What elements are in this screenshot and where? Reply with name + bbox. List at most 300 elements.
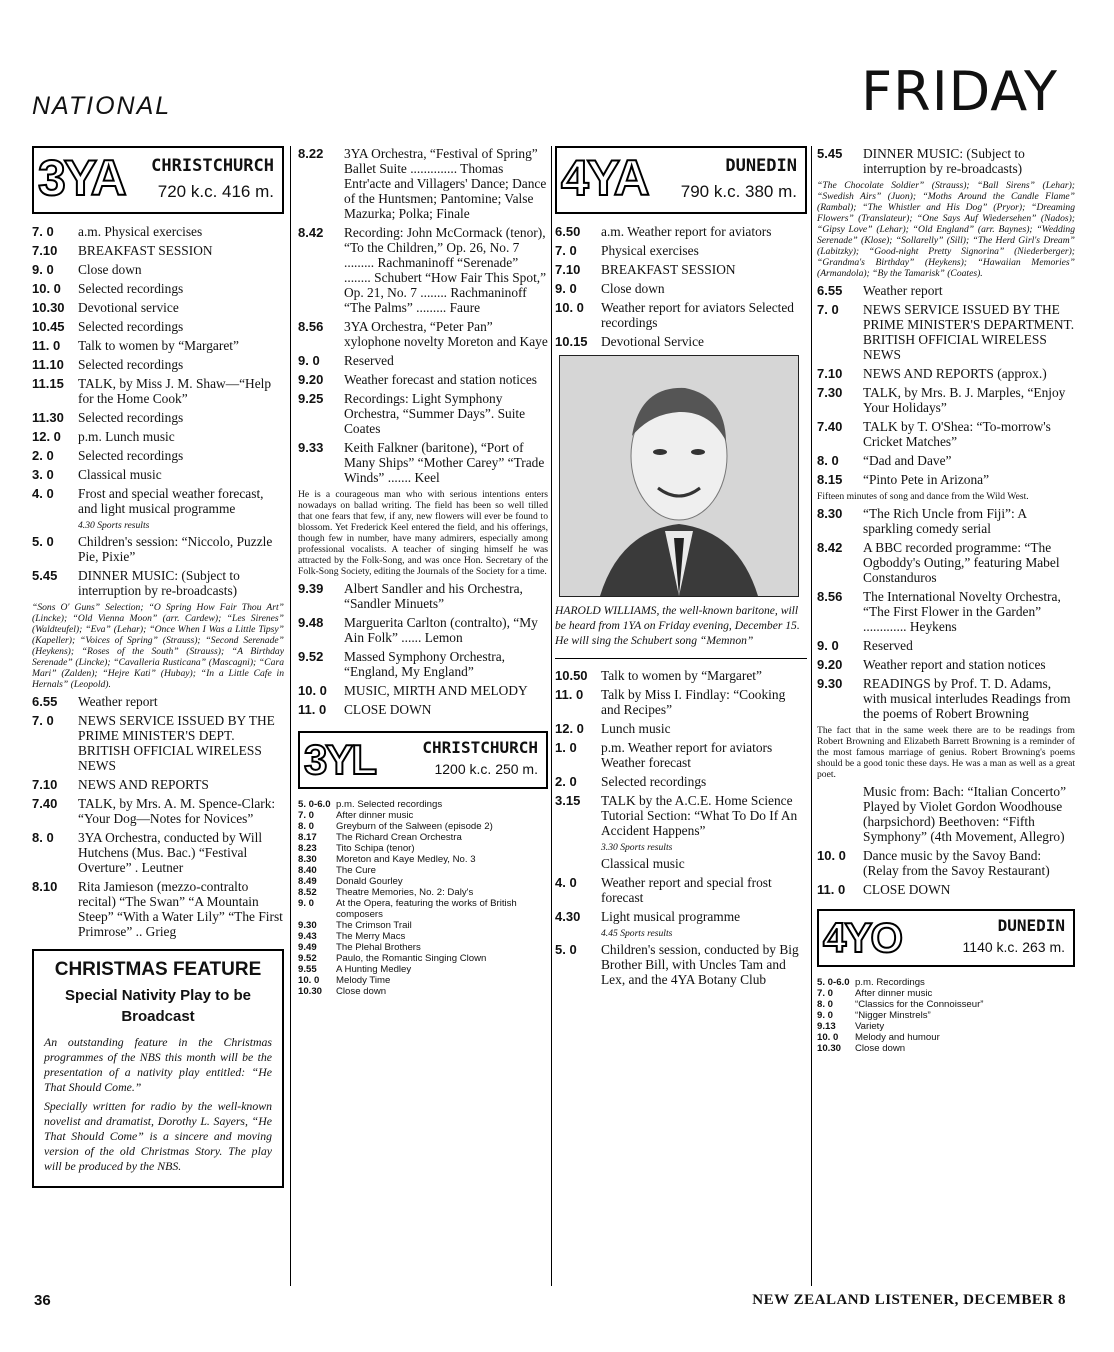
feature-subtitle: Special Nativity Play to be Broadcast (65, 987, 251, 1025)
schedule-entry (555, 262, 807, 277)
entry-time: 8. 0 (32, 830, 54, 845)
station-frequency: 790 k.c. 380 m. (680, 182, 797, 201)
schedule-entry (32, 713, 284, 773)
entry-time: 8. 0 (298, 821, 315, 832)
entry-time: 10.15 (555, 334, 588, 349)
schedule-entry (298, 391, 548, 436)
entry-time: 7. 0 (298, 810, 315, 821)
music-from: Music from: Bach: “Italian Concerto” Played by Violet Gordon Woodhouse (harpsichord) Beethoven: “Fifth Symphony” (4th Movement, Allegro) (863, 784, 1067, 844)
entry-time: 5. 0 (555, 942, 577, 957)
entry-description: Physical exercises (601, 243, 699, 258)
schedule-entry (298, 581, 548, 611)
schedule-entry (298, 953, 548, 964)
column-3ya (32, 146, 284, 1188)
schedule-entry (298, 319, 548, 349)
schedule-entry (32, 796, 284, 826)
entry-description: DINNER MUSIC: (Subject to interruption by re-broadcasts) (863, 146, 1025, 176)
entry-description: Devotional Service (601, 334, 704, 349)
entry-description: “Classics for the Connoisseur” (855, 999, 984, 1010)
entry-time: 9.52 (298, 953, 317, 964)
schedule-entry (298, 225, 548, 315)
entry-description: Albert Sandler and his Orchestra, “Sandler Minuets” (344, 581, 523, 611)
entry-description: NEWS AND REPORTS (78, 777, 209, 792)
page-number: 36 (34, 1292, 51, 1309)
entry-time: 9. 0 (298, 353, 320, 368)
schedule-entry (555, 668, 807, 683)
entry-time: 9.48 (298, 615, 324, 630)
schedule-entry (32, 243, 284, 258)
entry-description: TALK, by Mrs. A. M. Spence-Clark: “Your Dog—Notes for Novices” (78, 796, 276, 826)
entry-time: 10.30 (817, 1043, 842, 1054)
entry-time: 8.56 (817, 589, 843, 604)
entry-description: Light musical programme (601, 909, 741, 924)
entry-description: Paulo, the Romantic Singing Clown (336, 953, 487, 964)
schedule-entry (298, 986, 548, 997)
schedule-entry (298, 615, 548, 645)
schedule-entry (817, 366, 1075, 381)
entry-description: At the Opera, featuring the works of British composers (336, 898, 517, 920)
entry-time: 7.40 (32, 796, 58, 811)
entry-time: 9.52 (298, 649, 324, 664)
entry-description: Weather report (863, 283, 943, 298)
entry-time: 7.10 (32, 777, 58, 792)
photo-caption: HAROLD WILLIAMS, the well-known baritone, will be heard from 1YA on Friday evening, December 15. He will sing the Schubert song “Memnon” (555, 604, 800, 647)
station-banner-3yl (298, 731, 548, 789)
schedule-entry (32, 338, 284, 353)
station-city: CHRISTCHURCH (151, 156, 274, 176)
feature-title: CHRISTMAS FEATURE (54, 959, 262, 980)
schedule-entry (817, 1032, 1075, 1043)
sports-note: 4.45 Sports results (601, 928, 673, 939)
entry-description: Frost and special weather forecast, and light musical programme (78, 486, 264, 516)
entry-description: Massed Symphony Orchestra, “England, My England” (344, 649, 506, 679)
schedule-entry (32, 448, 284, 463)
entry-time: 7. 0 (32, 713, 54, 728)
entry-time: 12. 0 (555, 721, 584, 736)
schedule-entry (298, 942, 548, 953)
station-call: 3YA (38, 150, 125, 206)
entry-time: 6.55 (32, 694, 58, 709)
entry-time: 6.55 (817, 283, 843, 298)
schedule-entry (32, 300, 284, 315)
schedule-entry (817, 385, 1075, 415)
schedule-entry (817, 1043, 1075, 1054)
entry-description: Melody and humour (855, 1032, 940, 1043)
schedule-entry (817, 302, 1075, 362)
station-call: 4YO (823, 914, 902, 961)
entry-description: Reserved (344, 353, 394, 368)
entry-time: 7. 0 (817, 988, 834, 999)
entry-description: Recording: John McCormack (tenor), “To the Children,” Op. 26, No. 7 ......... Rachmaninoff “Serenade” ........ Schubert “How Fair This Spot,” Op. 21, No. 7 ........ Rachmaninoff “The Palms” ......... Faure (344, 225, 547, 315)
station-banner-3ya (32, 146, 284, 214)
entry-description: A BBC recorded programme: “The Ogboddy's Outing,” featuring Mabel Constanduros (863, 540, 1060, 585)
schedule-entry (32, 777, 284, 792)
schedule-entry (555, 909, 807, 924)
schedule-entry (817, 657, 1075, 672)
entry-time: 5.45 (817, 146, 843, 161)
entry-description: The International Novelty Orchestra, “The First Flower in the Garden” ............. Heykens (863, 589, 1061, 634)
entry-time: 3.15 (555, 793, 581, 808)
entry-description: The Cure (336, 865, 376, 876)
entry-description: Selected recordings (78, 319, 184, 334)
entry-time: 11.10 (32, 357, 64, 372)
entry-description: Lunch music (601, 721, 671, 736)
entry-description: The Plehal Brothers (336, 942, 421, 953)
schedule-entry (555, 740, 807, 770)
entry-description: Dance music by the Savoy Band: (Relay from the Savoy Restaurant) (863, 848, 1050, 878)
schedule-entry (817, 146, 1075, 176)
entry-description: Selected recordings (78, 410, 184, 425)
entry-description: Talk by Miss I. Findlay: “Cooking and Recipes” (601, 687, 786, 717)
entry-description: After dinner music (855, 988, 933, 999)
pinto-note: Fifteen minutes of song and dance from the Wild West. (817, 491, 1029, 502)
entry-time: 8.42 (817, 540, 843, 555)
entry-time: 11. 0 (817, 882, 846, 897)
station-city: DUNEDIN (725, 156, 797, 176)
entry-time: 9.20 (817, 657, 843, 672)
schedule-entry (32, 694, 284, 709)
schedule-entry (32, 486, 284, 516)
schedule-entry (298, 799, 548, 810)
entry-description: Moreton and Kaye Medley, No. 3 (336, 854, 476, 865)
entry-time: 9. 0 (32, 262, 54, 277)
entry-time: 4. 0 (32, 486, 54, 501)
entry-time: 8.23 (298, 843, 317, 854)
station-frequency: 1140 k.c. 263 m. (962, 939, 1065, 955)
schedule-entry (555, 793, 807, 838)
schedule-entry (298, 353, 548, 368)
entry-time: 7.10 (32, 243, 58, 258)
entry-time: 9.39 (298, 581, 324, 596)
entry-description: Donald Gourley (336, 876, 403, 887)
entry-description: Theatre Memories, No. 2: Daly's (336, 887, 474, 898)
schedule-entry (555, 774, 807, 789)
entry-description: Weather forecast and station notices (344, 372, 538, 387)
schedule-entry (298, 683, 548, 698)
entry-description: TALK by T. O'Shea: “To-morrow's Cricket Matches” (863, 419, 1051, 449)
entry-time: 2. 0 (555, 774, 577, 789)
entry-description: Tito Schipa (tenor) (336, 843, 415, 854)
dinner-music-list: “Sons O' Guns” Selection; “O Spring How Fair Thou Art” (Lincke); “Old Vienna Moon” (arr. Cardew); “Les Sirenes” (Waldteufel); “Eva” (Lehar); “Once When I Was a Little Tipsy” (Kapeller); “Voices of Spring” (Strauss); “Second Serenade” (Heykens); “Roses of the South” (Strauss); “A Birthday Serenade” (Lincke); “Cavalleria Rusticana” (Mascagni); “Cara Mari” (Zalden); “Hejre Kati” (Hubay); “In a Little Cafe in Hernals” (Leopold). (32, 602, 284, 690)
entry-description: p.m. Recordings (855, 977, 925, 988)
entry-time: 8.15 (817, 472, 843, 487)
entry-time: 6.50 (555, 224, 581, 239)
entry-time: 9.13 (817, 1021, 836, 1032)
schedule-entry (298, 964, 548, 975)
christmas-feature-box (32, 949, 284, 1188)
station-frequency: 720 k.c. 416 m. (157, 182, 274, 201)
entry-description: Weather report and station notices (863, 657, 1046, 672)
entry-time: 8.40 (298, 865, 317, 876)
entry-description: Variety (855, 1021, 885, 1032)
schedule-entry (32, 224, 284, 239)
entry-time: 10.45 (32, 319, 65, 334)
entry-description: The Crimson Trail (336, 920, 412, 931)
schedule-entry (817, 638, 1075, 653)
entry-time: 12. 0 (32, 429, 61, 444)
entry-time: 7. 0 (817, 302, 839, 317)
entry-description: Marguerita Carlton (contralto), “My Ain Folk” ...... Lemon (344, 615, 538, 645)
schedule-entry (32, 281, 284, 296)
entry-time: 11. 0 (298, 702, 327, 717)
schedule-entry (817, 419, 1075, 449)
column-rule (811, 146, 812, 1286)
schedule-entry (555, 687, 807, 717)
entry-time: 9.49 (298, 942, 317, 953)
publication-line: NEW ZEALAND LISTENER, DECEMBER 8 (752, 1292, 1066, 1308)
schedule-entry (817, 999, 1075, 1010)
schedule-entry (32, 376, 284, 406)
sports-note: 4.30 Sports results (78, 520, 150, 531)
entry-description: Reserved (863, 638, 913, 653)
schedule-entry (32, 357, 284, 372)
section-label: NATIONAL (32, 92, 172, 120)
entry-time: 9. 0 (817, 638, 839, 653)
entry-description: a.m. Physical exercises (78, 224, 203, 239)
entry-description: BREAKFAST SESSION (78, 243, 213, 258)
entry-description: Keith Falkner (baritone), “Port of Many Ships” “Mother Carey” “Trade Winds” ....... Keel (344, 440, 545, 485)
entry-description: NEWS AND REPORTS (approx.) (863, 366, 1047, 381)
schedule-entry (555, 281, 807, 296)
schedule-entry (298, 821, 548, 832)
entry-time: 4.30 (555, 909, 581, 924)
schedule-entry (32, 319, 284, 334)
schedule-entry (298, 898, 548, 920)
entry-description: Selected recordings (78, 448, 184, 463)
entry-time: 10. 0 (555, 300, 584, 315)
schedule-entry (817, 988, 1075, 999)
entry-description: 3YA Orchestra, “Peter Pan” xylophone novelty Moreton and Kaye (344, 319, 548, 349)
entry-description: “Dad and Dave” (863, 453, 952, 468)
schedule-entry (298, 887, 548, 898)
entry-time: 3. 0 (32, 467, 54, 482)
entry-time: 10.30 (298, 986, 323, 997)
entry-time: 10.50 (555, 668, 588, 683)
entry-description: Close down (855, 1043, 906, 1054)
column-rule (290, 146, 291, 1286)
schedule-entry (817, 540, 1075, 585)
entry-time: 8.56 (298, 319, 324, 334)
entry-time: 8.52 (298, 887, 317, 898)
entry-time: 10. 0 (817, 1032, 839, 1043)
entry-description: 3YA Orchestra, “Festival of Spring” Ballet Suite .............. Thomas Entr'acte and Villagers' Dance; Dance of the Huntsmen; Pantomine; Valse Mazurka; Polka; Finale (344, 146, 547, 221)
entry-time: 5. 0 (32, 534, 54, 549)
browning-note: The fact that in the same week there are to be readings from Robert Browning and Elizabeth Barrett Browning is a reminder of the most famous marriage of genius. Robert Browning's poems should be a good tonic these days. He was a man as well as a great poet. (817, 725, 1075, 780)
entry-time: 9.30 (817, 676, 843, 691)
entry-time: 4. 0 (555, 875, 577, 890)
entry-description: Selected recordings (78, 357, 184, 372)
entry-description: 3YA Orchestra, conducted by Will Hutchens (Mus. Bac.) “Festival Overture” . Leutner (78, 830, 263, 875)
entry-description: Rita Jamieson (mezzo-contralto recital) “The Swan” “A Mountain Steep” “With a Water Lily” “The First Primrose” .. Grieg (78, 879, 283, 939)
schedule-entry (32, 830, 284, 875)
schedule-entry (817, 848, 1075, 878)
schedule-entry (298, 372, 548, 387)
dinner-music-list: “The Chocolate Soldier” (Strauss); “Ball Sirens” (Lehar); “Swedish Airs” (Juon); “Moths Around the Candle Flame” (Rambal); “The Whistler and His Dog” (Pryor); “Dreaming Flowers” (Translateur); “One Says Auf Wiedersehen” (Nados); “Gipsy Love” (Lehar); “Old England” (arr. Baynes); “Wedding Serenade” (Klose); “Sollarelly” (Sill); “The Herd Girl's Dream” (Labitzky); “Good-night Pretty Signorina” (Niederberger); “Grandma's Birthday” (Heykens); “Hawaiian Memories” (Armandola); “By the Tamarisk” (Coates). (817, 180, 1075, 279)
entry-description: BREAKFAST SESSION (601, 262, 736, 277)
entry-description: Melody Time (336, 975, 391, 986)
day-title: FRIDAY (861, 60, 1058, 123)
schedule-entry (555, 875, 807, 905)
entry-description: TALK, by Mrs. B. J. Marples, “Enjoy Your Holidays” (863, 385, 1066, 415)
entry-time: 7.10 (817, 366, 843, 381)
schedule-entry (817, 453, 1075, 468)
station-city: CHRISTCHURCH (422, 738, 538, 757)
entry-description: Talk to women by “Margaret” (78, 338, 239, 353)
entry-time: 9.30 (298, 920, 317, 931)
entry-time: 11. 0 (32, 338, 61, 353)
entry-time: 8.30 (817, 506, 843, 521)
schedule-entry (32, 410, 284, 425)
schedule-entry (817, 977, 1075, 988)
entry-time: 9. 0 (298, 898, 315, 909)
entry-description: “Nigger Minstrels” (855, 1010, 931, 1021)
entry-description: READINGS by Prof. T. D. Adams, with musical interludes Readings from the poems of Robert Browning (863, 676, 1071, 721)
entry-time: 10. 0 (298, 975, 320, 986)
entry-time: 9.33 (298, 440, 324, 455)
schedule-entry: Classical music (601, 856, 685, 871)
entry-description: Close down (78, 262, 142, 277)
entry-time: 11. 0 (555, 687, 584, 702)
entry-time: 5. 0-6.0 (817, 977, 850, 988)
entry-description: The Merry Macs (336, 931, 406, 942)
entry-description: A Hunting Medley (336, 964, 412, 975)
entry-description: Weather report and special frost forecast (601, 875, 772, 905)
column-3ya-cont (298, 146, 548, 997)
schedule-entry (298, 843, 548, 854)
entry-time: 9.55 (298, 964, 317, 975)
station-banner-4yo (817, 909, 1075, 967)
entry-time: 11.30 (32, 410, 64, 425)
station-call: 3YL (304, 736, 376, 783)
schedule-entry (817, 676, 1075, 721)
entry-description: MUSIC, MIRTH AND MELODY (344, 683, 528, 698)
station-banner-4ya (555, 146, 807, 214)
schedule-entry (555, 224, 807, 239)
harold-williams-photo (559, 355, 799, 597)
entry-description: Weather report for aviators Selected recordings (601, 300, 794, 330)
schedule-entry (555, 942, 807, 987)
entry-description: p.m. Lunch music (78, 429, 175, 444)
entry-description: DINNER MUSIC: (Subject to interruption by re-broadcasts) (78, 568, 240, 598)
entry-description: Children's session, conducted by Big Brother Bill, with Uncles Tam and Lex, and the 4YA Botany Club (601, 942, 799, 987)
entry-description: TALK, by Miss J. M. Shaw—“Help for the Home Cook” (78, 376, 272, 406)
entry-time: 9. 0 (817, 1010, 834, 1021)
sports-note: 3.30 Sports results (601, 842, 673, 853)
schedule-entry (817, 882, 1075, 897)
entry-description: The Richard Crean Orchestra (336, 832, 462, 843)
entry-time: 5. 0-6.0 (298, 799, 331, 810)
schedule-entry (298, 832, 548, 843)
entry-time: 8.49 (298, 876, 317, 887)
entry-description: Greyburn of the Salween (episode 2) (336, 821, 493, 832)
entry-time: 8.42 (298, 225, 324, 240)
entry-time: 10.30 (32, 300, 65, 315)
schedule-entry (817, 589, 1075, 634)
entry-description: Children's session: “Niccolo, Puzzle Pie, Pixie” (78, 534, 273, 564)
entry-description: Classical music (78, 467, 162, 482)
keel-note: He is a courageous man who with serious intentions enters nowadays on ballad writing. The field has been so well tilled that one fears that few, if any, new flowers will ever be found to blossom. Yet Frederick Keel entered the field, and his offerings, though few in number, have many admirers, especially among professional vocalists. A teacher of singing himself he was attracted by the Folk-Song, and was once Hon. Secretary of the Folk-Song Society, editing the Journals of the Society for a time. (298, 489, 548, 577)
entry-time: 8.22 (298, 146, 324, 161)
column-4ya-cont (817, 146, 1075, 1054)
entry-time: 8. 0 (817, 999, 834, 1010)
schedule-entry (298, 865, 548, 876)
schedule-entry (298, 876, 548, 887)
entry-description: CLOSE DOWN (863, 882, 951, 897)
entry-description: After dinner music (336, 810, 414, 821)
entry-description: “The Rich Uncle from Fiji”: A sparkling comedy serial (863, 506, 1027, 536)
entry-description: Talk to women by “Margaret” (601, 668, 762, 683)
divider (555, 658, 807, 659)
schedule-entry (32, 568, 284, 598)
entry-time: 8.17 (298, 832, 317, 843)
schedule-entry (817, 1010, 1075, 1021)
entry-time: 7.30 (817, 385, 843, 400)
schedule-entry (298, 975, 548, 986)
entry-description: NEWS SERVICE ISSUED BY THE PRIME MINISTER'S DEPT. BRITISH OFFICIAL WIRELESS NEWS (78, 713, 275, 773)
station-frequency: 1200 k.c. 250 m. (434, 761, 538, 777)
entry-time: 5.45 (32, 568, 58, 583)
entry-time: 9.25 (298, 391, 324, 406)
entry-time: 10. 0 (817, 848, 846, 863)
schedule-entry (555, 721, 807, 736)
entry-time: 2. 0 (32, 448, 54, 463)
entry-description: Selected recordings (78, 281, 184, 296)
entry-time: 8. 0 (817, 453, 839, 468)
entry-time: 8.30 (298, 854, 317, 865)
entry-time: 7. 0 (555, 243, 577, 258)
schedule-entry (298, 146, 548, 221)
entry-time: 9. 0 (555, 281, 577, 296)
schedule-entry (817, 1021, 1075, 1032)
entry-description: a.m. Weather report for aviators (601, 224, 772, 239)
schedule-entry (32, 429, 284, 444)
entry-description: p.m. Weather report for aviators Weather forecast (601, 740, 773, 770)
column-rule (551, 146, 552, 1286)
feature-paragraph: Specially written for radio by the well-known novelist and dramatist, Dorothy L. Sayers, “He That Should Come” is a sincere and moving version of the old Christmas Story. The play will be produced by the NBS. (44, 1099, 272, 1173)
station-call: 4YA (561, 150, 648, 206)
schedule-entry (555, 243, 807, 258)
entry-description: Devotional service (78, 300, 179, 315)
entry-time: 1. 0 (555, 740, 577, 755)
entry-time: 7. 0 (32, 224, 54, 239)
entry-description: Recordings: Light Symphony Orchestra, “Summer Days”. Suite Coates (344, 391, 526, 436)
column-4ya (555, 146, 807, 991)
schedule-entry (298, 920, 548, 931)
schedule-entry (298, 440, 548, 485)
schedule-entry (298, 702, 548, 717)
portrait-illustration (560, 356, 798, 596)
schedule-entry (298, 854, 548, 865)
schedule-entry (817, 506, 1075, 536)
entry-time: 8.10 (32, 879, 58, 894)
schedule-entry (32, 534, 284, 564)
schedule-entry (555, 300, 807, 330)
entry-description: NEWS SERVICE ISSUED BY THE PRIME MINISTER'S DEPARTMENT. BRITISH OFFICIAL WIRELESS NEWS (863, 302, 1075, 362)
entry-description: Selected recordings (601, 774, 707, 789)
schedule-entry (298, 649, 548, 679)
schedule-entry (298, 810, 548, 821)
schedule-entry (298, 931, 548, 942)
station-city: DUNEDIN (997, 916, 1065, 935)
entry-time: 11.15 (32, 376, 64, 391)
entry-description: “Pinto Pete in Arizona” (863, 472, 990, 487)
schedule-entry (555, 334, 807, 349)
entry-time: 9.43 (298, 931, 317, 942)
feature-paragraph: An outstanding feature in the Christmas programmes of the NBS this month will be the presentation of a nativity play entitled: “He That Should Come.” (44, 1035, 272, 1094)
entry-time: 10. 0 (298, 683, 327, 698)
schedule-entry (32, 262, 284, 277)
entry-time: 7.10 (555, 262, 581, 277)
